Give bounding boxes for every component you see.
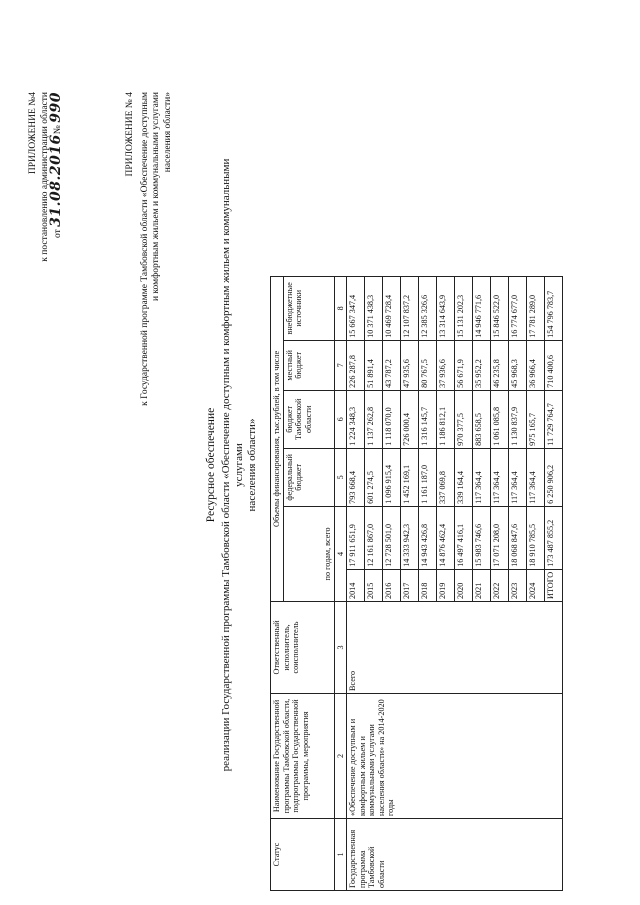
year-cell: 2024 (527, 569, 545, 601)
local-cell: 80 767,5 (419, 340, 437, 390)
regional-cell: 975 165,7 (527, 390, 545, 448)
total-cell: 18 910 785,5 (527, 506, 545, 569)
regional-cell: 1 224 348,3 (347, 390, 365, 448)
local-cell: 56 671,9 (455, 340, 473, 390)
year-cell: 2022 (491, 569, 509, 601)
program-appendix-title: ПРИЛОЖЕНИЕ № 4 (125, 92, 135, 177)
col-num-3: 3 (334, 602, 347, 694)
federal-cell: 117 364,4 (473, 448, 491, 506)
local-cell: 51 891,4 (365, 340, 383, 390)
local-cell: 46 235,8 (491, 340, 509, 390)
col-num-7: 7 (334, 340, 347, 390)
federal-cell: 117 364,4 (509, 448, 527, 506)
regional-cell: 883 658,5 (473, 390, 491, 448)
header-local: местный бюджет (283, 340, 334, 390)
header-federal: федеральный бюджет (283, 448, 334, 506)
federal-cell: 117 364,4 (527, 448, 545, 506)
handwritten-number: 990 (48, 92, 64, 123)
table-header-row (271, 276, 284, 890)
total-cell: 15 983 746,6 (473, 506, 491, 569)
col-num-6: 6 (334, 390, 347, 448)
document-title (205, 145, 259, 785)
year-cell: 2018 (419, 569, 437, 601)
appendix-4-line1: к постановлению администрации области (39, 92, 50, 262)
local-cell: 36 966,4 (527, 340, 545, 390)
title-line-2: реализации Государственной программы Тамбовской области «Обеспечение доступным и комфортным жильем и коммунальными услугами (220, 158, 245, 772)
federal-cell: 1 452 169,1 (401, 448, 419, 506)
local-cell: 45 968,3 (509, 340, 527, 390)
extra-cell: 13 314 643,9 (437, 276, 455, 340)
header-executor: Ответственный исполнитель, соисполнитель (271, 602, 335, 694)
column-number-row (334, 276, 347, 890)
header-status: Статус (271, 819, 335, 891)
table-row (347, 276, 365, 890)
federal-cell: 6 250 906,2 (545, 448, 563, 506)
title-line-3: населения области» (246, 418, 258, 512)
year-cell: 2021 (473, 569, 491, 601)
federal-cell: 1 161 187,0 (419, 448, 437, 506)
regional-cell: 970 377,5 (455, 390, 473, 448)
appendix-4-header (28, 92, 65, 412)
header-extra: внебюджетные источники (283, 276, 334, 340)
regional-cell: 1 186 812,1 (437, 390, 455, 448)
appendix-4-date-line (48, 92, 65, 412)
local-cell: 47 935,6 (401, 340, 419, 390)
federal-cell: 601 274,5 (365, 448, 383, 506)
year-cell: 2014 (347, 569, 365, 601)
number-prefix: № (53, 125, 63, 135)
local-cell: 226 287,8 (347, 340, 365, 390)
regional-cell: 1 130 837,9 (509, 390, 527, 448)
year-cell: 2023 (509, 569, 527, 601)
executor-cell: Всего (347, 602, 563, 694)
regional-cell: 1 316 145,7 (419, 390, 437, 448)
extra-cell: 16 774 677,0 (509, 276, 527, 340)
total-cell: 14 876 462,4 (437, 506, 455, 569)
regional-cell: 1 137 262,8 (365, 390, 383, 448)
extra-cell: 14 946 771,6 (473, 276, 491, 340)
table-body (347, 276, 563, 890)
status-cell: Государственная программа Тамбовской области (347, 819, 563, 891)
header-by-years: по годам, всего (283, 506, 334, 601)
header-regional: бюджет Тамбовской области (283, 390, 334, 448)
extra-cell: 12 385 326,6 (419, 276, 437, 340)
regional-cell: 11 729 764,7 (545, 390, 563, 448)
extra-cell: 154 796 783,7 (545, 276, 563, 340)
year-cell: 2016 (383, 569, 401, 601)
extra-cell: 15 131 202,3 (455, 276, 473, 340)
col-num-4: 4 (334, 506, 347, 601)
date-prefix: от (53, 229, 63, 239)
regional-cell: 1 118 070,0 (383, 390, 401, 448)
resource-table (270, 276, 563, 891)
extra-cell: 10 371 438,3 (365, 276, 383, 340)
extra-cell: 17 781 289,0 (527, 276, 545, 340)
local-cell: 37 936,6 (437, 340, 455, 390)
header-financing: Объемы финансирования, тыс.рублей, в том числе (271, 276, 284, 601)
col-num-8: 8 (334, 276, 347, 340)
handwritten-date: 31.08.2016 (48, 134, 64, 227)
year-cell: ИТОГО (545, 569, 563, 601)
federal-cell: 793 668,4 (347, 448, 365, 506)
local-cell: 43 787,2 (383, 340, 401, 390)
federal-cell: 1 096 915,4 (383, 448, 401, 506)
total-cell: 16 497 416,1 (455, 506, 473, 569)
total-cell: 12 728 501,0 (383, 506, 401, 569)
local-cell: 710 400,6 (545, 340, 563, 390)
year-cell: 2019 (437, 569, 455, 601)
total-cell: 173 487 855,2 (545, 506, 563, 569)
total-cell: 17 071 208,0 (491, 506, 509, 569)
program-name-cell: «Обеспечение доступным и комфортным жильем и коммунальными услугами населения области» на 2014-2020 годы (347, 694, 563, 819)
year-cell: 2017 (401, 569, 419, 601)
program-appendix-line1: к Государственной программе Тамбовской области «Обеспечение доступным (139, 92, 150, 406)
col-num-1: 1 (334, 819, 347, 891)
program-appendix-header (125, 92, 174, 552)
title-line-1: Ресурсное обеспечение (205, 407, 217, 523)
extra-cell: 12 107 837,2 (401, 276, 419, 340)
program-appendix-line3: населения области» (162, 92, 173, 173)
col-num-2: 2 (334, 694, 347, 819)
federal-cell: 117 364,4 (491, 448, 509, 506)
extra-cell: 15 667 347,4 (347, 276, 365, 340)
regional-cell: 1 061 085,8 (491, 390, 509, 448)
regional-cell: 726 000,4 (401, 390, 419, 448)
program-appendix-line2: и комфортным жильем и коммунальными услугами (151, 92, 161, 302)
year-cell: 2020 (455, 569, 473, 601)
federal-cell: 337 069,8 (437, 448, 455, 506)
total-cell: 14 333 942,3 (401, 506, 419, 569)
extra-cell: 15 846 522,0 (491, 276, 509, 340)
appendix-4-title: ПРИЛОЖЕНИЕ №4 (28, 92, 38, 175)
total-cell: 14 943 426,8 (419, 506, 437, 569)
total-cell: 17 911 651,9 (347, 506, 365, 569)
total-cell: 18 068 847,6 (509, 506, 527, 569)
total-cell: 12 161 867,0 (365, 506, 383, 569)
col-num-5: 5 (334, 448, 347, 506)
extra-cell: 10 469 728,4 (383, 276, 401, 340)
local-cell: 35 952,2 (473, 340, 491, 390)
header-name: Наименование Государственной программы Тамбовской области, подпрограммы Государственной программы, мероприятия (271, 694, 335, 819)
federal-cell: 339 164,4 (455, 448, 473, 506)
year-cell: 2015 (365, 569, 383, 601)
